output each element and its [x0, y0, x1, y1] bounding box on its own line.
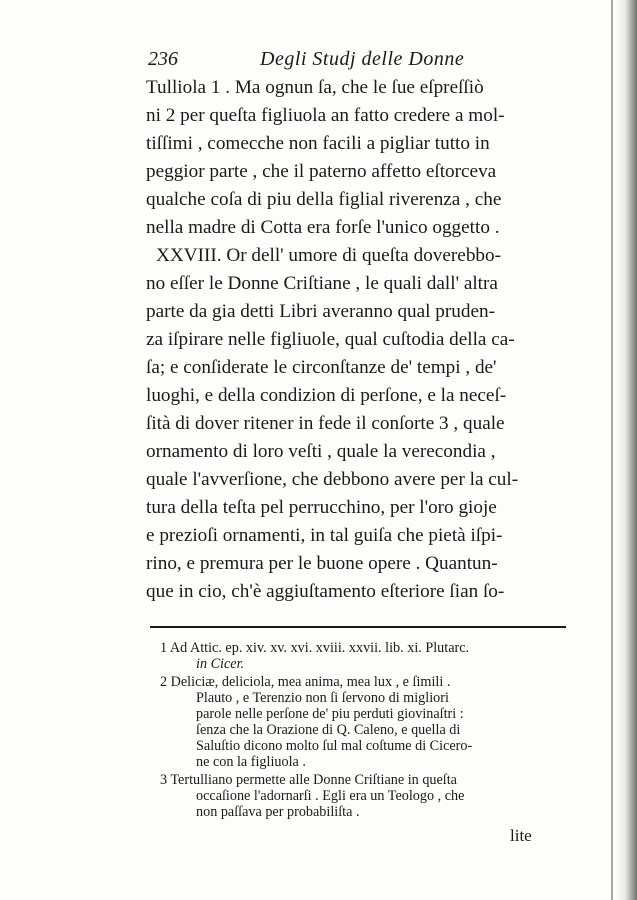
section-start-line: XXVIII. Or dell' umore di queſta doverebbo- — [156, 245, 501, 266]
page-number: 236 — [148, 48, 178, 70]
spine-line — [611, 0, 613, 900]
footnote-line: non paſſava per probabiliſta . — [196, 804, 360, 820]
body-line: tiſſimi , comecche non facili a pigliar tutto in — [146, 133, 490, 154]
catchword: lite — [510, 826, 532, 845]
body-line: que in cio, ch'è aggiuſtamento eſteriore ſian ſo- — [146, 581, 505, 602]
body-line: qualche coſa di piu della figlial riverenza , che — [146, 189, 502, 210]
body-line: quale l'avverſione, che debbono avere per la cul- — [146, 469, 519, 490]
page-header — [148, 48, 478, 74]
footnote-line: ne con la figliuola . — [196, 754, 306, 770]
body-line: ornamento di loro veſti , quale la verecondia , — [146, 441, 496, 462]
body-line: no eſſer le Donne Criſtiane , le quali dall' altra — [146, 273, 498, 294]
body-line: ſa; e conſiderate le circonſtanze de' tempi , de' — [146, 357, 497, 378]
body-line: luoghi, e della condizion di perſone, e la neceſ- — [146, 385, 507, 406]
body-line: peggior parte , che il paterno affetto eſtorceva — [146, 161, 497, 182]
footnote-line: 3 Tertulliano permette alle Donne Criſtiane in queſta — [160, 772, 457, 788]
body-line: ni 2 per queſta figliuola an fatto credere a mol- — [146, 105, 505, 126]
body-line: parte da gia detti Libri averanno qual pruden- — [146, 301, 495, 322]
footnote-line: ſenza che la Orazione di Q. Caleno, e quella di — [196, 722, 461, 738]
spine-shadow — [615, 0, 637, 900]
body-line: rino, e premura per le buone opere . Quantun- — [146, 553, 498, 574]
footnote-line: 2 Deliciæ, deliciola, mea anima, mea lux , e ſimili . — [160, 674, 451, 690]
body-line: Tulliola 1 . Ma ognun ſa, che le ſue eſpreſſiò — [146, 77, 484, 98]
footnote-line: occaſione l'adornarſi . Egli era un Teologo , che — [196, 788, 465, 804]
body-line: za iſpirare nelle figliuole, qual cuſtodia della ca- — [146, 329, 515, 350]
body-line: tura della teſta pel perrucchino, per l'oro gioje — [146, 497, 497, 518]
body-line: nella madre di Cotta era forſe l'unico oggetto . — [146, 217, 500, 238]
running-title: Degli Studj delle Donne — [260, 48, 465, 70]
body-line: ſità di dover ritener in fede il conſorte 3 , quale — [146, 413, 505, 434]
footnote-rule — [150, 626, 566, 628]
footnote-line: 1 Ad Attic. ep. xiv. xv. xvi. xviii. xxvii. lib. xi. Plutarc. — [160, 640, 470, 656]
body-line: e prezioſi ornamenti, in tal guiſa che pietà iſpi- — [146, 525, 503, 546]
footnote-line: parole nelle perſone de' piu perduti giovinaſtri : — [196, 706, 464, 722]
footnote-line: Plauto , e Terenzio non ſi ſervono di migliori — [196, 690, 449, 706]
footnote-line: in Cicer. — [196, 656, 245, 672]
footnote-line: Saluſtio dicono molto ſul mal coſtume di Cicero- — [196, 738, 473, 754]
